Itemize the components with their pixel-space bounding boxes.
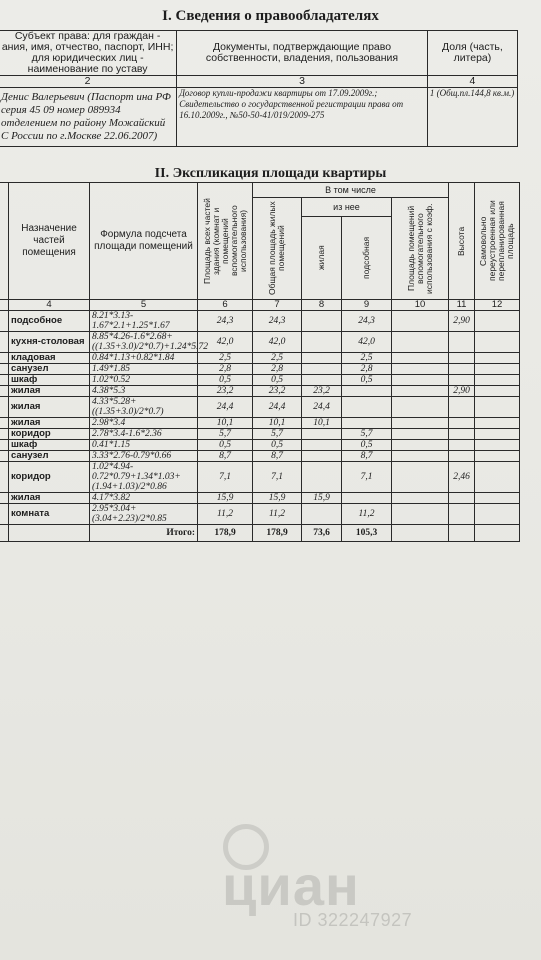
row-name: шкаф bbox=[9, 375, 90, 386]
row-height: 2,46 bbox=[449, 462, 475, 493]
row-aux2 bbox=[392, 397, 449, 418]
row-height bbox=[449, 332, 475, 353]
row-aux2 bbox=[392, 429, 449, 440]
row-formula: 0.41*1.15 bbox=[90, 440, 198, 451]
row-total: 42,0 bbox=[253, 332, 302, 353]
col-num: 7 bbox=[253, 300, 302, 311]
row-unauth bbox=[475, 353, 520, 364]
row-living bbox=[302, 429, 342, 440]
row-unauth bbox=[475, 418, 520, 429]
table-row bbox=[0, 493, 520, 504]
documents-header: Документы, подтверждающие право собственности, владения, пользования bbox=[177, 31, 428, 76]
totals-living: 73,6 bbox=[302, 525, 342, 542]
row-aux bbox=[342, 493, 392, 504]
col-num: 8 bbox=[302, 300, 342, 311]
row-living bbox=[302, 440, 342, 451]
row-height bbox=[449, 418, 475, 429]
row-total: 24,4 bbox=[253, 397, 302, 418]
row-aux: 24,3 bbox=[342, 311, 392, 332]
row-unauth bbox=[475, 311, 520, 332]
table-row bbox=[0, 397, 520, 418]
totals-aux: 105,3 bbox=[342, 525, 392, 542]
watermark-id: ID 322247927 bbox=[293, 910, 413, 930]
row-total: 7,1 bbox=[253, 462, 302, 493]
row-area: 5,7 bbox=[198, 429, 253, 440]
row-name: шкаф bbox=[9, 440, 90, 451]
col-num: 12 bbox=[475, 300, 520, 311]
row-unauth bbox=[475, 462, 520, 493]
row-name: жилая bbox=[9, 397, 90, 418]
owner-cell: Денис Валерьевич (Паспорт ина РФ серия 45 09 номер 089934 отделением по району Можайский С России по г.Москве 22.06.2007) bbox=[0, 88, 177, 147]
col-num: 10 bbox=[392, 300, 449, 311]
row-total: 8,7 bbox=[253, 451, 302, 462]
row-unauth bbox=[475, 429, 520, 440]
row-unauth bbox=[475, 451, 520, 462]
watermark-brand: циан bbox=[222, 854, 360, 917]
row-total: 0,5 bbox=[253, 440, 302, 451]
row-formula: 1.02*0.52 bbox=[90, 375, 198, 386]
table-row bbox=[0, 418, 520, 429]
row-name: кухня-столовая bbox=[9, 332, 90, 353]
row-total: 0,5 bbox=[253, 375, 302, 386]
share-cell: 1 (Общ.пл.144,8 кв.м.) bbox=[427, 88, 517, 147]
row-area: 23,2 bbox=[198, 386, 253, 397]
purpose-header: Назначение частей помещения bbox=[9, 183, 90, 300]
row-area: 11,2 bbox=[198, 504, 253, 525]
row-name: комната bbox=[9, 504, 90, 525]
row-formula: 8.21*3.13-1.67*2.1+1.25*1.67 bbox=[90, 311, 198, 332]
row-formula: 2.95*3.04+(3.04+2.23)/2*0.85 bbox=[90, 504, 198, 525]
row-name: подсобное bbox=[9, 311, 90, 332]
row-living bbox=[302, 504, 342, 525]
row-area: 42,0 bbox=[198, 332, 253, 353]
table-row bbox=[0, 386, 520, 397]
row-name: санузел bbox=[9, 364, 90, 375]
row-living bbox=[302, 364, 342, 375]
col-num: 5 bbox=[90, 300, 198, 311]
row-total: 5,7 bbox=[253, 429, 302, 440]
row-aux: 42,0 bbox=[342, 332, 392, 353]
table-row bbox=[0, 353, 520, 364]
row-area: 24,3 bbox=[198, 311, 253, 332]
row-living bbox=[302, 311, 342, 332]
col-num: 4 bbox=[9, 300, 90, 311]
table-row bbox=[0, 451, 520, 462]
row-unauth bbox=[475, 440, 520, 451]
row-formula: 0.84*1.13+0.82*1.84 bbox=[90, 353, 198, 364]
row-formula: 2.78*3.4-1.6*2.36 bbox=[90, 429, 198, 440]
row-area: 0,5 bbox=[198, 375, 253, 386]
totals-label: Итого: bbox=[90, 525, 198, 542]
row-area: 2,5 bbox=[198, 353, 253, 364]
row-total: 2,5 bbox=[253, 353, 302, 364]
row-unauth bbox=[475, 397, 520, 418]
row-aux: 11,2 bbox=[342, 504, 392, 525]
table-row bbox=[0, 462, 520, 493]
living-header: жилая bbox=[302, 217, 342, 300]
row-formula: 1.02*4.94-0.72*0.79+1.34*1.03+(1.94+1.03)/2*0.86 bbox=[90, 462, 198, 493]
row-aux: 7,1 bbox=[342, 462, 392, 493]
row-height bbox=[449, 375, 475, 386]
row-aux: 0,5 bbox=[342, 440, 392, 451]
row-height bbox=[449, 397, 475, 418]
aux-premises-header: Площадь помещений вспомогательного использования с коэф. bbox=[392, 198, 449, 300]
share-header: Доля (часть, литера) bbox=[427, 31, 517, 76]
row-height: 2,90 bbox=[449, 386, 475, 397]
row-unauth bbox=[475, 386, 520, 397]
height-header: Высота bbox=[449, 183, 475, 300]
row-aux2 bbox=[392, 386, 449, 397]
row-total: 15,9 bbox=[253, 493, 302, 504]
formula-header: Формула подсчета площади помещений bbox=[90, 183, 198, 300]
row-aux: 2,5 bbox=[342, 353, 392, 364]
row-unauth bbox=[475, 504, 520, 525]
col-num: 4 bbox=[427, 76, 517, 88]
in-total-header: В том числе bbox=[253, 183, 449, 198]
row-aux2 bbox=[392, 504, 449, 525]
row-formula: 4.38*5.3 bbox=[90, 386, 198, 397]
row-total: 24,3 bbox=[253, 311, 302, 332]
row-area: 8,7 bbox=[198, 451, 253, 462]
row-aux2 bbox=[392, 364, 449, 375]
row-height bbox=[449, 504, 475, 525]
row-aux2 bbox=[392, 332, 449, 353]
row-aux2 bbox=[392, 493, 449, 504]
row-formula: 1.49*1.85 bbox=[90, 364, 198, 375]
row-living bbox=[302, 332, 342, 353]
row-aux: 8,7 bbox=[342, 451, 392, 462]
row-area: 24,4 bbox=[198, 397, 253, 418]
totals-area: 178,9 bbox=[198, 525, 253, 542]
row-formula: 8.85*4.26-1.6*2.68+((1.35+3.0)/2*0.7)+1.24*5.72 bbox=[90, 332, 198, 353]
row-height bbox=[449, 353, 475, 364]
row-area: 2,8 bbox=[198, 364, 253, 375]
row-aux2 bbox=[392, 375, 449, 386]
row-living: 15,9 bbox=[302, 493, 342, 504]
owner-header: Субъект права: для граждан - ания, имя, отчество, паспорт, ИНН; для юридических лиц - наименование по уставу bbox=[0, 31, 177, 76]
row-formula: 3.33*2.76-0.79*0.66 bbox=[90, 451, 198, 462]
explication-table bbox=[0, 182, 520, 542]
row-name: жилая bbox=[9, 386, 90, 397]
col-num: 2 bbox=[0, 76, 177, 88]
col-num: 9 bbox=[342, 300, 392, 311]
table-row bbox=[0, 440, 520, 451]
row-name: коридор bbox=[9, 462, 90, 493]
row-formula: 2.98*3.4 bbox=[90, 418, 198, 429]
row-height bbox=[449, 440, 475, 451]
row-aux2 bbox=[392, 440, 449, 451]
col-num: 11 bbox=[449, 300, 475, 311]
row-area: 10,1 bbox=[198, 418, 253, 429]
row-living bbox=[302, 375, 342, 386]
row-height bbox=[449, 451, 475, 462]
col-num: 3 bbox=[177, 76, 428, 88]
unauthorized-header: Самовольно переустроенная или перепланированная площадь bbox=[475, 183, 520, 300]
row-aux2 bbox=[392, 418, 449, 429]
row-unauth bbox=[475, 364, 520, 375]
row-area: 15,9 bbox=[198, 493, 253, 504]
auxiliary-header: подсобная bbox=[342, 217, 392, 300]
table-row bbox=[0, 429, 520, 440]
row-height bbox=[449, 493, 475, 504]
row-name: коридор bbox=[9, 429, 90, 440]
row-total: 10,1 bbox=[253, 418, 302, 429]
row-aux: 5,7 bbox=[342, 429, 392, 440]
row-total: 2,8 bbox=[253, 364, 302, 375]
row-aux bbox=[342, 386, 392, 397]
row-formula: 4.33*5.28+((1.35+3.0)/2*0.7) bbox=[90, 397, 198, 418]
row-aux: 2,8 bbox=[342, 364, 392, 375]
row-formula: 4.17*3.82 bbox=[90, 493, 198, 504]
row-aux bbox=[342, 418, 392, 429]
row-name: кладовая bbox=[9, 353, 90, 364]
row-unauth bbox=[475, 493, 520, 504]
row-living: 10,1 bbox=[302, 418, 342, 429]
section1-title: I. Сведения о правообладателях bbox=[162, 8, 379, 24]
row-height bbox=[449, 364, 475, 375]
table-row bbox=[0, 364, 520, 375]
documents-cell: Договор купли-продажи квартиры от 17.09.2009г.; Свидетельство о государственной регистрации права от 16.10.2009г., №50-50-41/019/2009-275 bbox=[177, 88, 428, 147]
table-row bbox=[0, 332, 520, 353]
row-unauth bbox=[475, 375, 520, 386]
row-area: 0,5 bbox=[198, 440, 253, 451]
row-living bbox=[302, 462, 342, 493]
row-total: 23,2 bbox=[253, 386, 302, 397]
row-aux2 bbox=[392, 462, 449, 493]
row-unauth bbox=[475, 332, 520, 353]
row-area: 7,1 bbox=[198, 462, 253, 493]
row-living: 23,2 bbox=[302, 386, 342, 397]
row-aux2 bbox=[392, 311, 449, 332]
row-aux bbox=[342, 397, 392, 418]
row-name: жилая bbox=[9, 493, 90, 504]
col-num: 6 bbox=[198, 300, 253, 311]
table-row bbox=[0, 311, 520, 332]
row-total: 11,2 bbox=[253, 504, 302, 525]
row-aux: 0,5 bbox=[342, 375, 392, 386]
totals-total: 178,9 bbox=[253, 525, 302, 542]
row-name: жилая bbox=[9, 418, 90, 429]
of-which-header: из нее bbox=[302, 198, 392, 217]
row-aux2 bbox=[392, 353, 449, 364]
row-name: санузел bbox=[9, 451, 90, 462]
row-living: 24,4 bbox=[302, 397, 342, 418]
row-aux2 bbox=[392, 451, 449, 462]
section2-title: II. Экспликация площади квартиры bbox=[154, 166, 387, 181]
total-living-header: Общая площадь жилых помещений bbox=[253, 198, 302, 300]
area-all-header: Площадь всех частей здания (комнат и помещений вспомогательного использования) bbox=[198, 183, 253, 300]
row-height bbox=[449, 429, 475, 440]
row-living bbox=[302, 353, 342, 364]
table-row bbox=[0, 375, 520, 386]
row-height: 2,90 bbox=[449, 311, 475, 332]
owners-table bbox=[0, 30, 518, 147]
row-living bbox=[302, 451, 342, 462]
table-row bbox=[0, 504, 520, 525]
